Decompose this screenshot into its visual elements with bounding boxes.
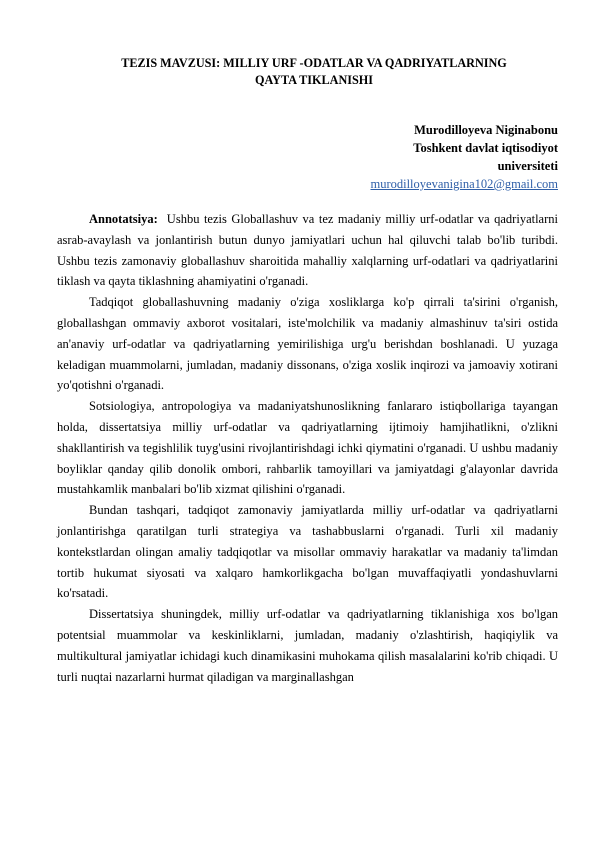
author-block (258, 121, 558, 175)
author-affiliation-line-1: Toshkent davlat iqtisodiyot (413, 141, 558, 155)
body-paragraph: Tadqiqot globallashuvning madaniy o'ziga xosliklarga ko'p qirrali ta'sirini o'rganish, globallashgan ommaviy axborot vositalari, iste'molchilik va madaniy almashinuv ta'siri ostida an'anaviy urf-odatlar va qadriyatlarning yemirilishiga urg'u berishdan boshlanadi. U yuzaga keladigan muammolarni, jumladan, madaniy dissonans, o'ziga xoslik inqirozi va jamoaviy xotirani yo'qotishni o'rganadi. (57, 295, 558, 393)
document-title (64, 55, 564, 89)
title-line-2: QAYTA TIKLANISHI (255, 73, 373, 87)
abstract-text: Ushbu tezis Globallashuv va tez madaniy milliy urf-odatlar va qadriyatlarni asrab-avaylash va jonlantirish butun dunyo jamiyatlari uchun hal qiluvchi talab bo'lib turibdi. Ushbu tezis zamonaviy globallashuv sharoitida mahalliy xalqlarning urf-odatlari va qadriyatlarini tiklash va qayta tiklashning ahamiyatini o'rganadi. (57, 212, 558, 289)
title-line-1: TEZIS MAVZUSI: MILLIY URF -ODATLAR VA QADRIYATLARNING (121, 56, 507, 70)
abstract-label: Annotatsiya: (89, 212, 158, 226)
body-paragraph: Bundan tashqari, tadqiqot zamonaviy jamiyatlarda milliy urf-odatlar va qadriyatlarni jonlantirishga qaratilgan turli strategiya va tashabbuslarni o'rganadi. Turli xil madaniy kontekstlardan olingan amaliy tadqiqotlar va misollar ommaviy harakatlar va madaniy ta'limdan tortib hukumat siyosati va xalqaro hamkorlikgacha bo'lgan muvaffaqiyatli yondashuvlarni ko'rsatadi. (57, 503, 558, 601)
body-paragraph: Sotsiologiya, antropologiya va madaniyatshunoslikning fanlararo istiqbollariga tayangan holda, dissertatsiya milliy urf-odatlar va qadriyatlarning ijtimoiy hamjihatlikni, o'zlikni shakllantirish va tegishlilik tuyg'usini rivojlantirishdagi ichki qiymatini o'rganadi. U ushbu madaniy boyliklar qanday qilib donolik ombori, rahbarlik tamoyillari va jamiyatdagi g'alayonlar davrida mustahkamlik manbalari bo'lib xizmat qilishini o'rganadi. (57, 399, 558, 497)
document-body (57, 209, 558, 687)
author-email-link[interactable]: murodilloyevanigina102@gmail.com (370, 177, 558, 191)
author-affiliation-line-2: universiteti (497, 159, 558, 173)
body-paragraph: Dissertatsiya shuningdek, milliy urf-odatlar va qadriyatlarning tiklanishiga xos bo'lgan potentsial muammolar va keskinliklarni, jumladan, madaniy o'zlashtirish, haqiqiylik va multikultural jamiyatlar ichidagi kuch dinamikasini muhokama qilish masalalarini ko'rib chiqadi. U turli nuqtai nazarlarni hurmat qiladigan va marginallashgan (57, 607, 558, 684)
abstract-paragraph (57, 209, 558, 292)
author-name: Murodilloyeva Niginabonu (414, 123, 558, 137)
